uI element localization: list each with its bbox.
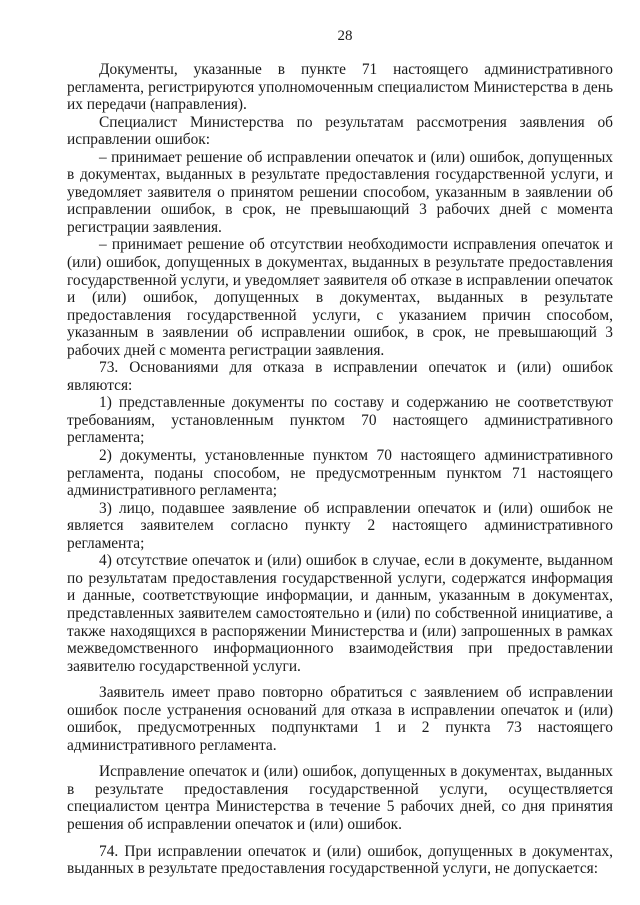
paragraph-ground-3: 3) лицо, подавшее заявление об исправлении опечаток и (или) ошибок не является заявителем согласно пункту 2 настоящего административного регламента; [67, 499, 613, 552]
document-body [67, 61, 613, 878]
page-number: 28 [337, 28, 353, 44]
paragraph-decision-correct: – принимает решение об исправлении опечаток и (или) ошибок, допущенных в документах, выданных в результате предоставления государственной услуги, и уведомляет заявителя о принятом решении способом, указанным в заявлении об исправлении ошибок, в срок, не превышающий 3 рабочих дней с момента регистрации заявления. [67, 148, 613, 236]
paragraph-item-73: 73. Основаниями для отказа в исправлении опечаток и (или) ошибок являются: [67, 359, 613, 394]
paragraph-correction-term: Исправление опечаток и (или) ошибок, допущенных в документах, выданных в результате предоставления государственной услуги, осуществляется специалистом центра Министерства в течение 5 рабочих дней, со дня принятия решения об исправлении опечаток и (или) ошибок. [67, 763, 613, 833]
paragraph-decision-refuse: – принимает решение об отсутствии необходимости исправления опечаток и (или) ошибок, допущенных в документах, выданных в результате предоставления государственной услуги, и уведомляет заявителя об отказе в исправлении опечаток и (или) ошибок, допущенных в документах, выданных в результате предоставления государственной услуги, с указанием причин способом, указанным в заявлении об исправлении ошибок, в срок, не превышающий 3 рабочих дней с момента регистрации заявления. [67, 236, 613, 359]
paragraph-ground-2: 2) документы, установленные пунктом 70 настоящего административного регламента, поданы способом, не предусмотренным пунктом 71 настоящего административного регламента; [67, 447, 613, 500]
paragraph-specialist-review: Специалист Министерства по результатам рассмотрения заявления об исправлении ошибок: [67, 113, 613, 149]
paragraph-documents-registration: Документы, указанные в пункте 71 настоящего административного регламента, регистрируются уполномоченным специалистом Министерства в день их передачи (направления). [67, 61, 613, 114]
paragraph-ground-4: 4) отсутствие опечаток и (или) ошибок в случае, если в документе, выданном по результатам предоставления государственной услуги, содержатся информация и данные, соответствующие информации, и данным, указанным в документах, представленных заявителем самостоятельно и (или) по собственной инициативе, а также находящихся в распоряжении Министерства и (или) запрошенных в рамках межведомственного информационного взаимодействия при предоставлении заявителю государственной услуги. [67, 552, 613, 675]
paragraph-item-74: 74. При исправлении опечаток и (или) ошибок, допущенных в документах, выданных в результате предоставления государственной услуги, не допускается: [67, 842, 613, 878]
paragraph-ground-1: 1) представленные документы по составу и содержанию не соответствуют требованиям, установленным пунктом 70 настоящего административного регламента; [67, 394, 613, 447]
paragraph-reapply: Заявитель имеет право повторно обратиться с заявлением об исправлении ошибок после устранения оснований для отказа в исправлении опечаток и (или) ошибок, предусмотренных подпунктами 1 и 2 пункта 73 настоящего административного регламента. [67, 684, 613, 754]
